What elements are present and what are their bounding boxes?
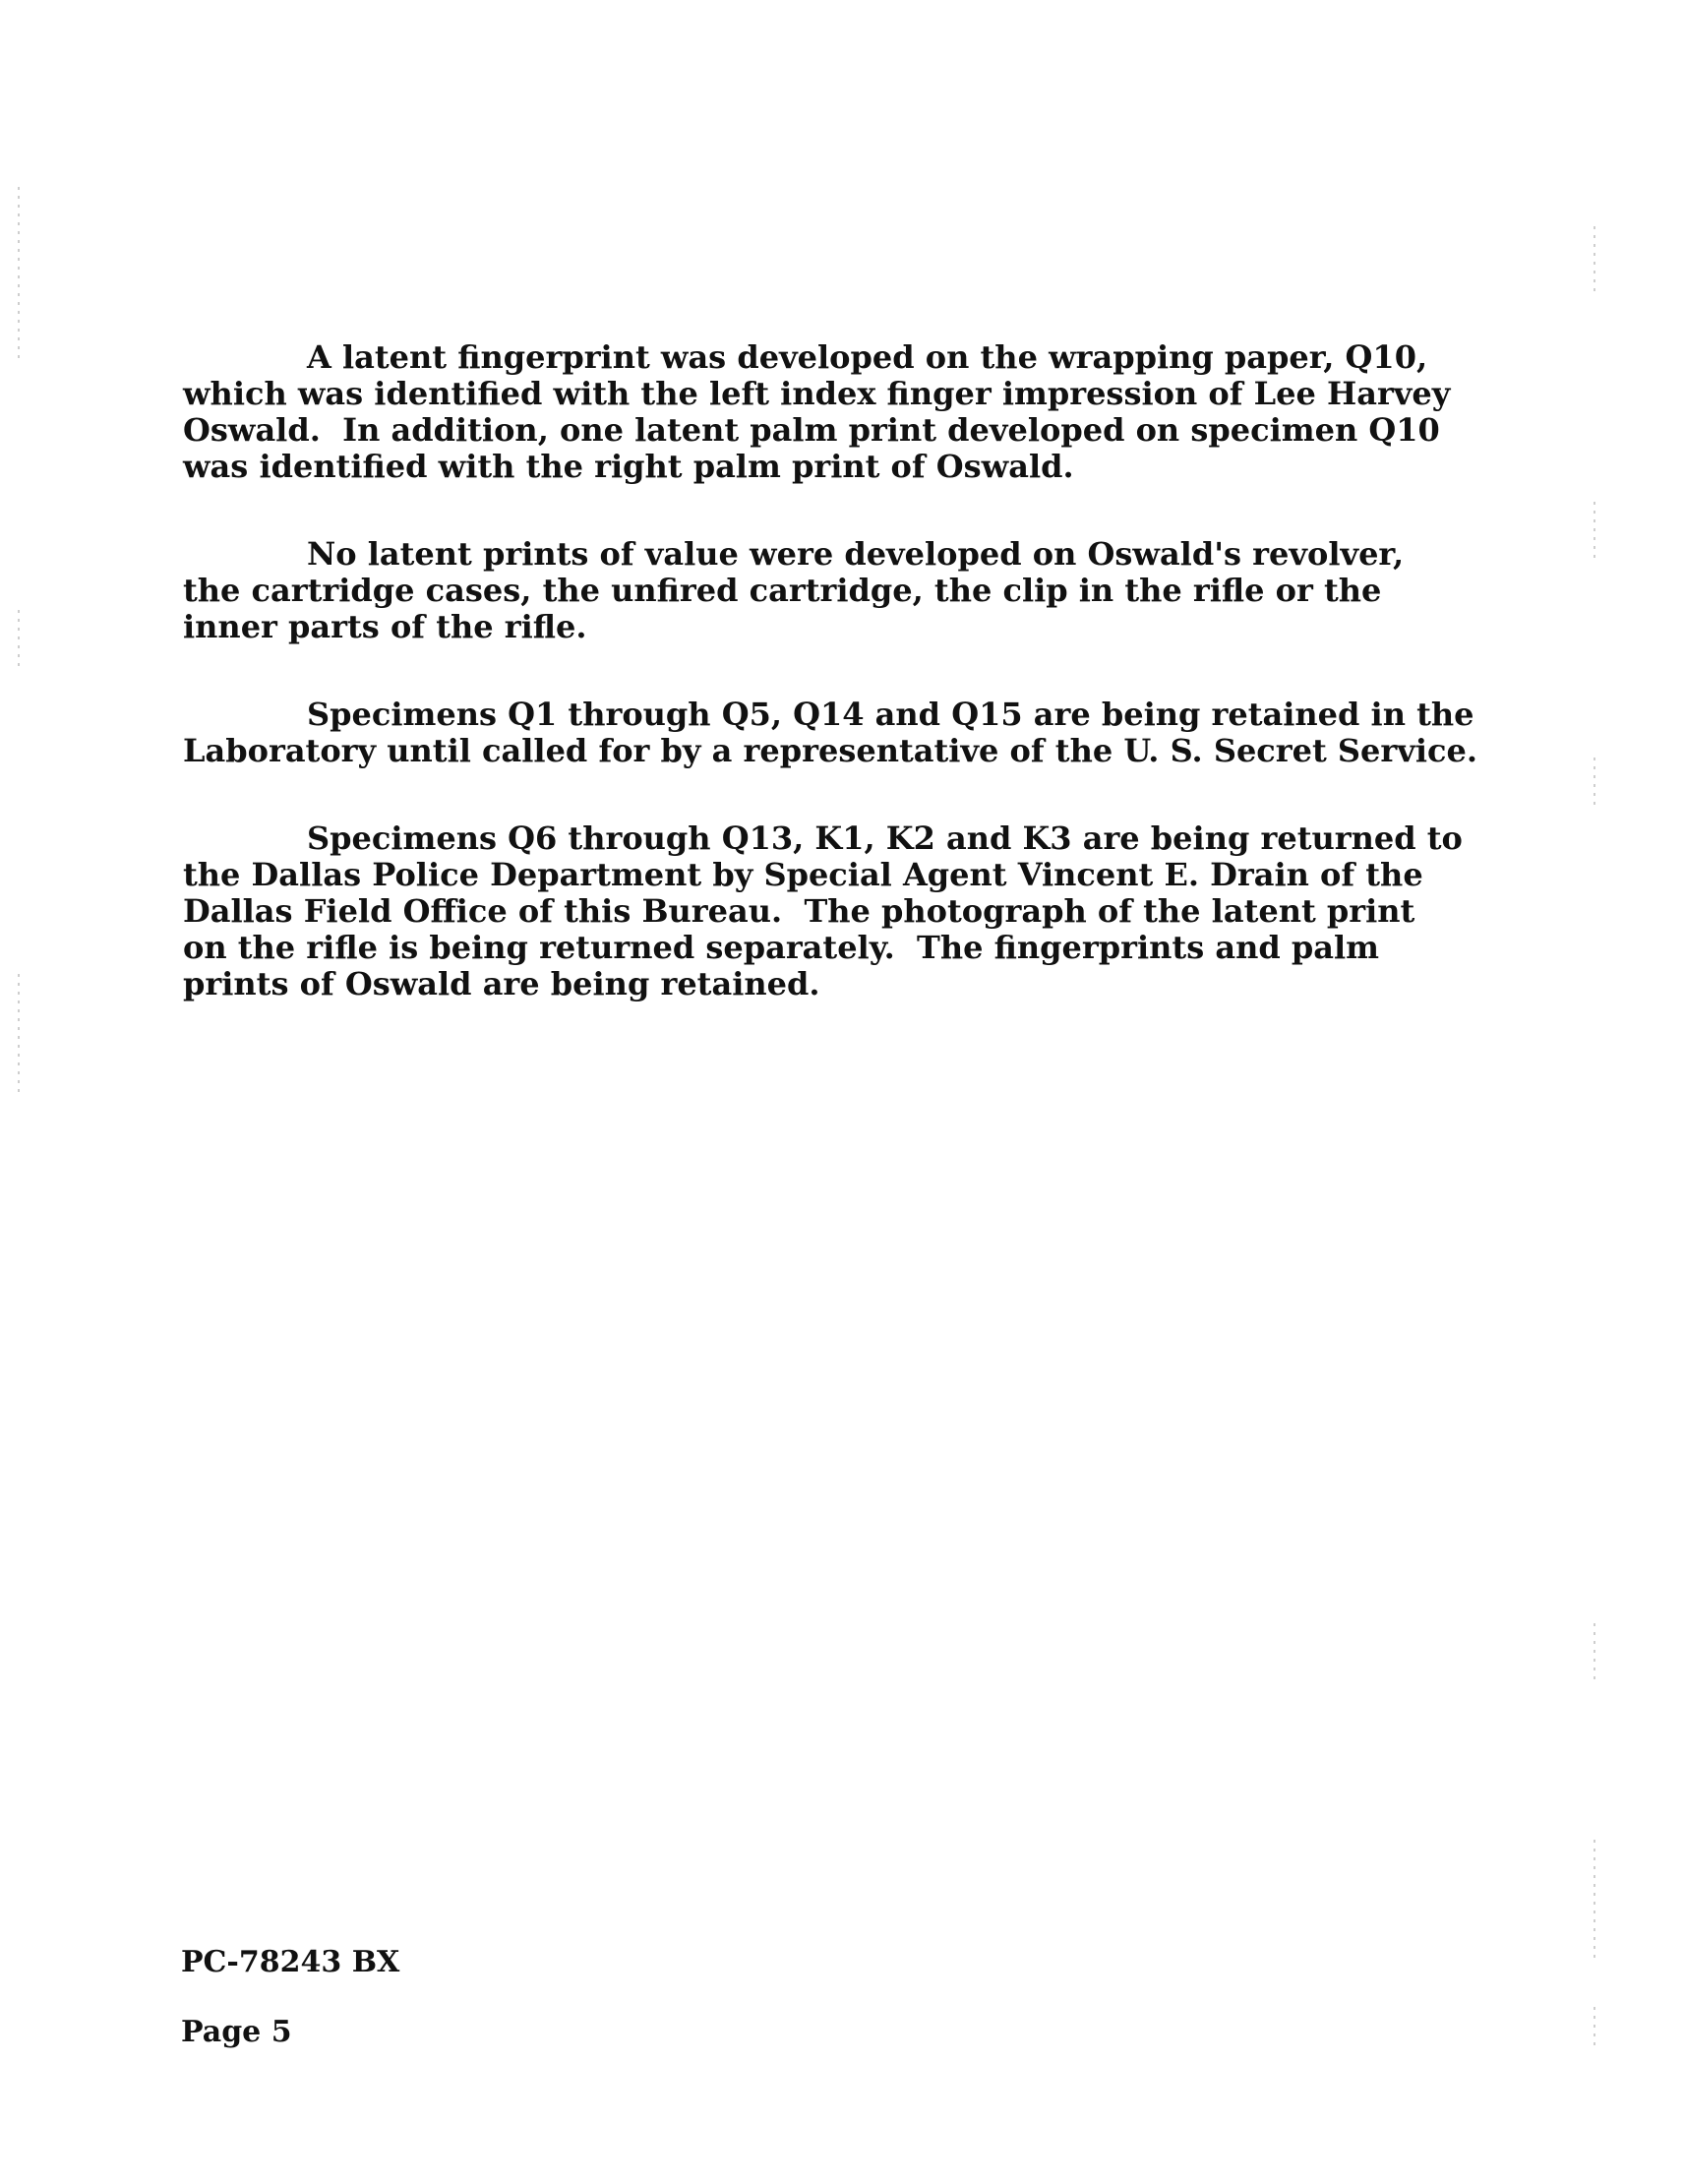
right-scan-edge-mark <box>1594 1840 1595 1958</box>
right-scan-edge-mark <box>1594 502 1595 561</box>
paragraph-specimens-retained <box>183 696 1477 769</box>
text-line: A latent fingerprint was developed on the wrapping paper, Q10, <box>307 338 1428 376</box>
text-line: which was identified with the left index finger impression of Lee Harvey <box>183 375 1451 412</box>
paragraph-latent-fingerprint <box>183 339 1452 485</box>
left-scan-edge-mark <box>18 974 20 1092</box>
text-line: the Dallas Police Department by Special Agent Vincent E. Drain of the <box>183 856 1423 893</box>
report-body <box>183 338 1477 1054</box>
text-line: prints of Oswald are being retained. <box>183 965 820 1002</box>
paragraph-specimens-returned <box>183 819 1463 1002</box>
text-line: Oswald. In addition, one latent palm print developed on specimen Q10 <box>183 411 1440 449</box>
left-scan-edge-mark <box>18 610 20 669</box>
right-scan-edge-mark <box>1594 2007 1595 2046</box>
left-scan-edge-mark <box>18 187 20 364</box>
text-line: No latent prints of value were developed on Oswald's revolver, <box>307 535 1405 573</box>
right-scan-edge-mark <box>1594 758 1595 807</box>
text-line: was identified with the right palm print of Oswald. <box>183 448 1074 485</box>
right-scan-edge-mark <box>1594 226 1595 295</box>
text-line: the cartridge cases, the unfired cartridge, the clip in the rifle or the <box>183 572 1382 609</box>
page-number: Page 5 <box>181 2015 292 2049</box>
text-line: Specimens Q1 through Q5, Q14 and Q15 are being retained in the <box>307 696 1474 733</box>
text-line: Specimens Q6 through Q13, K1, K2 and K3 are being returned to <box>307 819 1463 857</box>
text-line: on the rifle is being returned separately. The fingerprints and palm <box>183 929 1379 966</box>
text-line: Dallas Field Office of this Bureau. The photograph of the latent print <box>183 892 1415 930</box>
text-line: Laboratory until called for by a representative of the U. S. Secret Service. <box>183 732 1477 769</box>
text-line: inner parts of the rifle. <box>183 608 587 645</box>
paragraph-no-latent-prints <box>183 536 1452 645</box>
file-number: PC-78243 BX <box>181 1945 400 1979</box>
right-scan-edge-mark <box>1594 1623 1595 1682</box>
